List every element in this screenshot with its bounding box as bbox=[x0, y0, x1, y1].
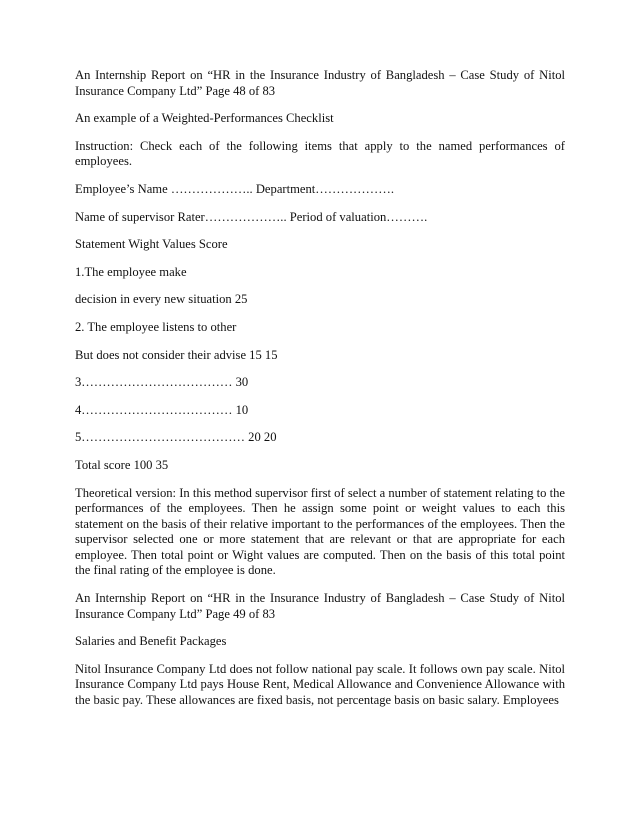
total-score: Total score 100 35 bbox=[75, 457, 169, 472]
checklist-item-4: 4……………………………… 10 bbox=[75, 402, 249, 417]
checklist-item-3: 3……………………………… 30 bbox=[75, 375, 249, 390]
checklist-item-1-cont: decision in every new situation 25 bbox=[75, 292, 248, 307]
checklist-item-5: 5………………………………… 20 20 bbox=[75, 430, 277, 445]
checklist-item-1: 1.The employee make bbox=[75, 264, 187, 279]
document-page bbox=[75, 68, 565, 721]
page-header: An Internship Report on “HR in the Insurance Industry of Bangladesh – Case Study of Nitol Insurance Company Ltd” Page 48 of 83 bbox=[75, 68, 565, 98]
checklist-item-2: 2. The employee listens to other bbox=[75, 319, 237, 334]
section-title: An example of a Weighted-Performances Checklist bbox=[75, 111, 334, 126]
supervisor-line: Name of supervisor Rater……………….. Period of valuation………. bbox=[75, 209, 428, 224]
checklist-header: Statement Wight Values Score bbox=[75, 237, 228, 252]
instruction-text: Instruction: Check each of the following items that apply to the named performances of employees. bbox=[75, 138, 565, 169]
employee-name-line: Employee’s Name ……………….. Department………………. bbox=[75, 181, 394, 196]
checklist-item-2-cont: But does not consider their advise 15 15 bbox=[75, 347, 278, 362]
salaries-paragraph: Nitol Insurance Company Ltd does not follow national pay scale. It follows own pay scale. Nitol Insurance Company Ltd pays House Rent, Medical Allowance and Convenience Allowance with the basic pay. These allowances are fixed basis, not percentage basis on basic salary. Employees bbox=[75, 661, 565, 708]
section-title: Salaries and Benefit Packages bbox=[75, 634, 227, 649]
theoretical-version-paragraph: Theoretical version: In this method supervisor first of select a number of statement relating to the performances of the employees. Then he assign some point or weight values to each this statement on the basis of their relative important to the performances of the employees. Then the supervisor selected one or more statement that are relevant or that are appropriate for each employee. Then total point or Wight values are computed. Then on the basis of this total point the final rating of the employee is done. bbox=[75, 485, 565, 578]
page-header: An Internship Report on “HR in the Insurance Industry of Bangladesh – Case Study of Nitol Insurance Company Ltd” Page 49 of 83 bbox=[75, 591, 565, 621]
